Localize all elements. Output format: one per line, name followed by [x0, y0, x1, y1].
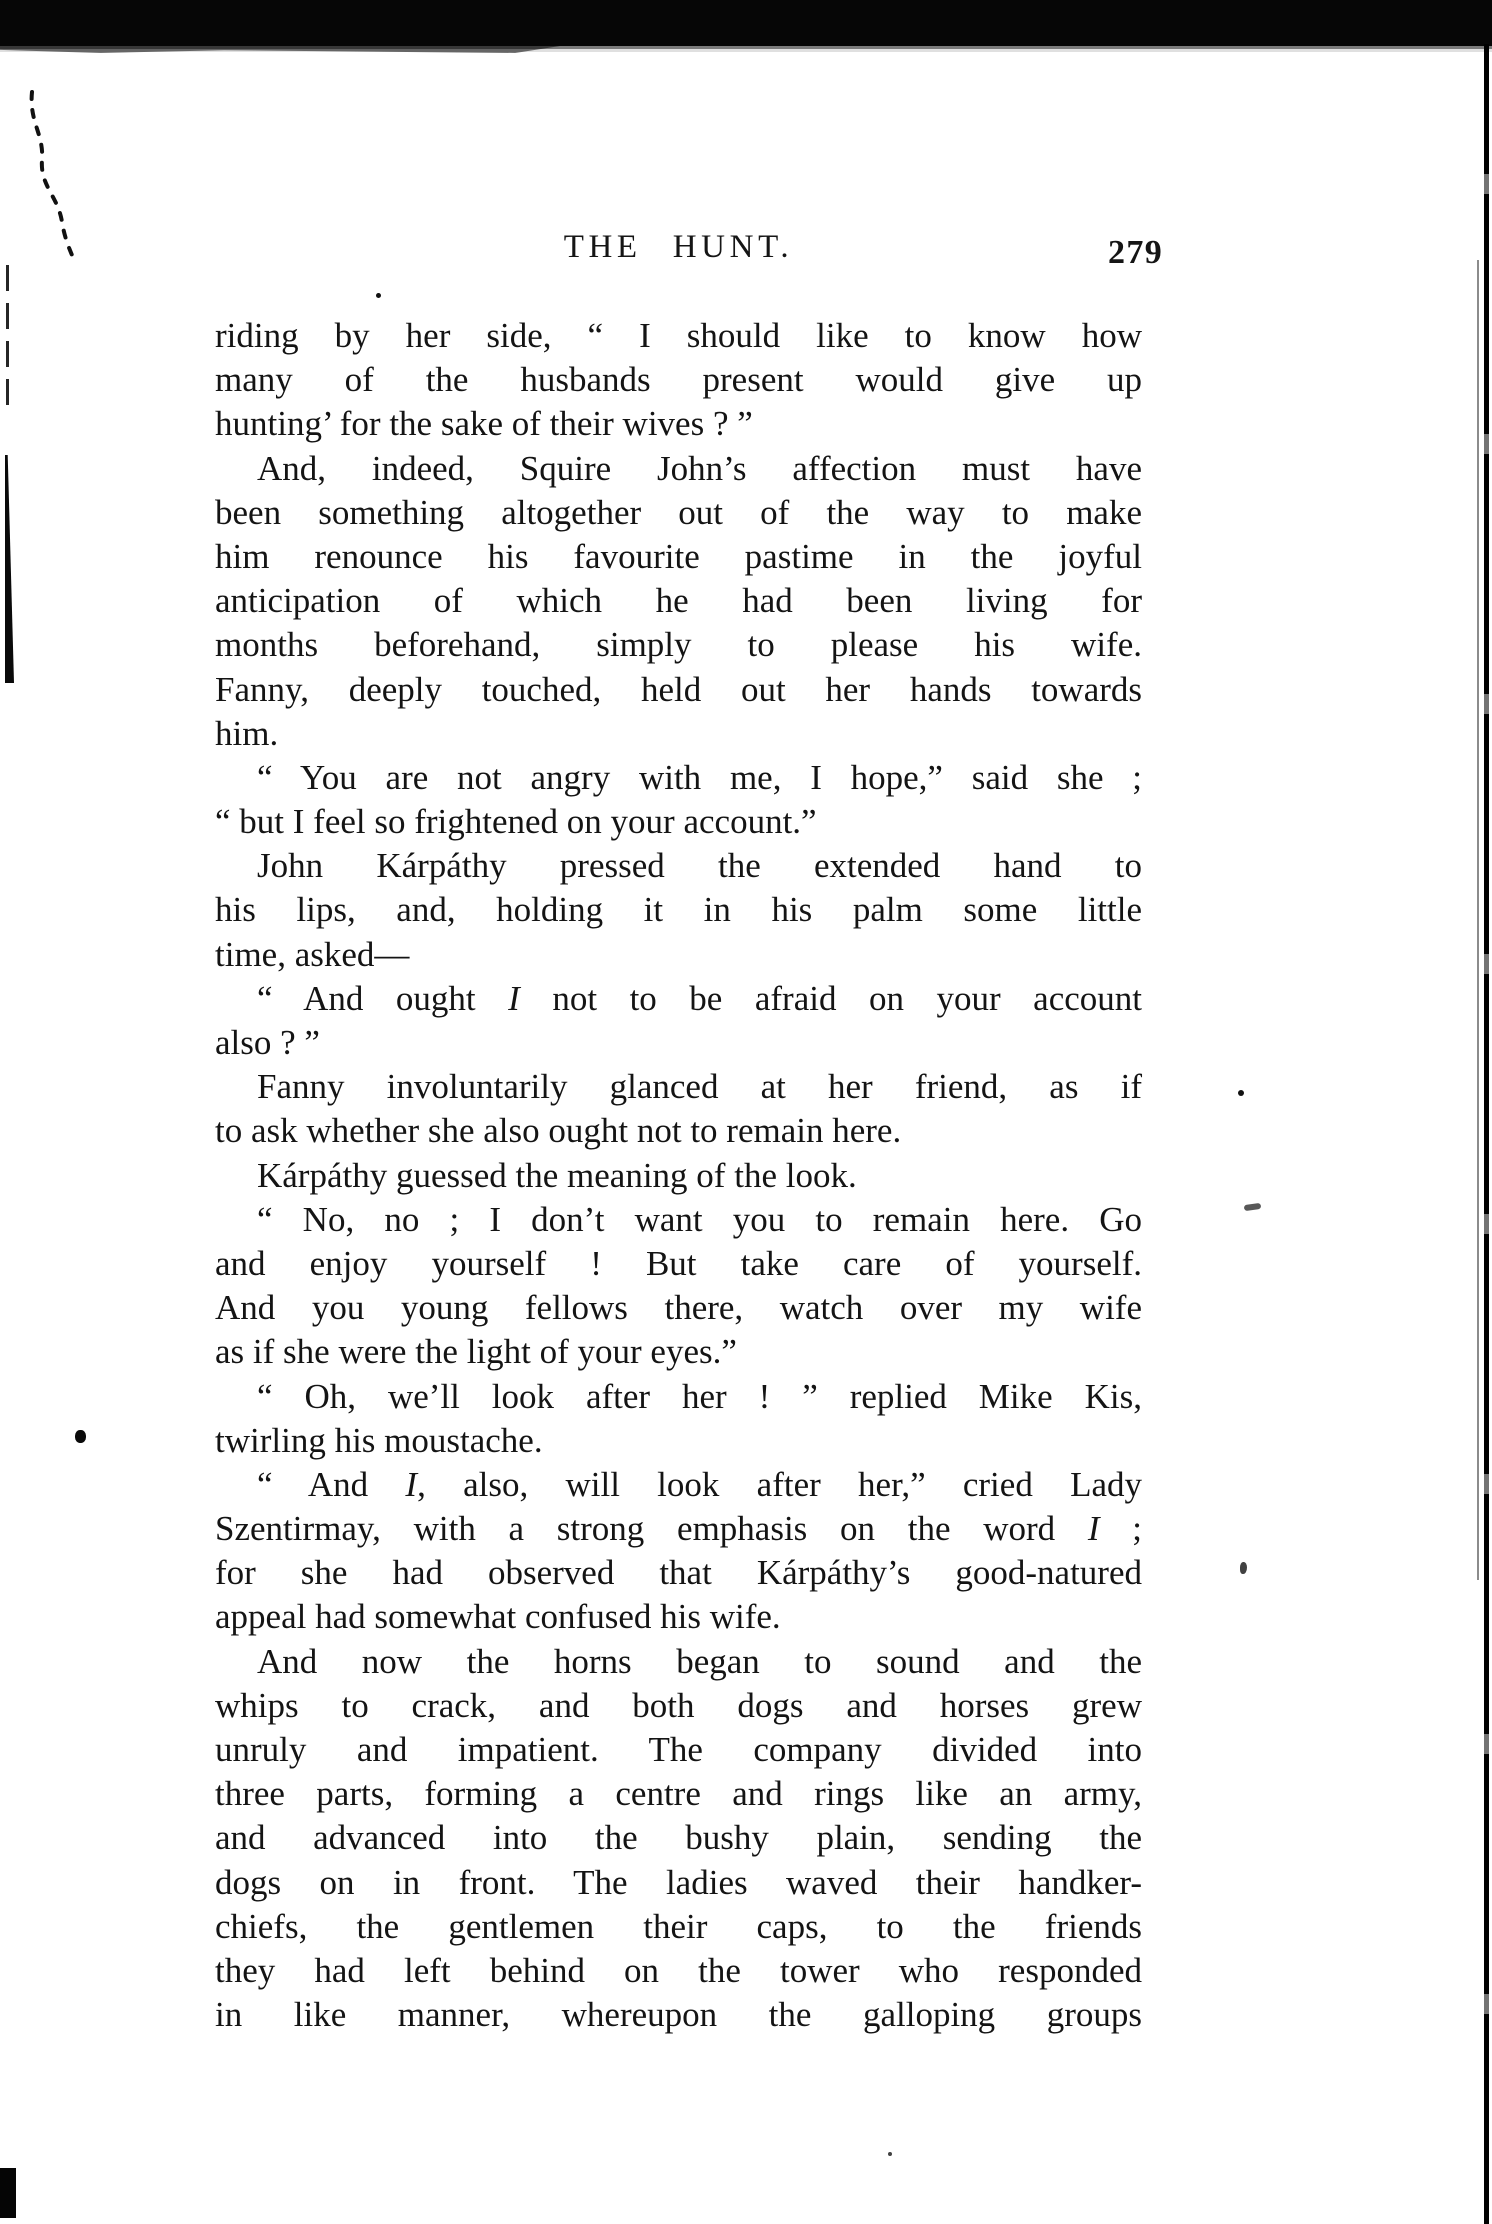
scan-left-edge-mark — [6, 265, 9, 410]
text-line: Szentirmay, with a strong emphasis on the word I ; — [215, 1509, 1142, 1549]
text-line: many of the husbands present would give up — [215, 360, 1142, 400]
scan-top-bar-ragged-edge — [0, 46, 560, 53]
text-line: been something altogether out of the way to make — [215, 492, 1142, 532]
running-title: THE HUNT. — [563, 229, 794, 265]
text-line: anticipation of which he had been living for — [215, 581, 1142, 621]
text-line: twirling his moustache. — [215, 1420, 543, 1460]
text-line: three parts, forming a centre and rings like an army, — [215, 1774, 1142, 1814]
text-line: him. — [215, 713, 279, 753]
text-line: “ And ought I not to be afraid on your account — [257, 978, 1142, 1018]
scan-speck — [1244, 1203, 1262, 1211]
text-line: dogs on in front. The ladies waved their handker- — [215, 1862, 1142, 1902]
text-line: and advanced into the bushy plain, sending the — [215, 1818, 1142, 1858]
text-line: to ask whether she also ought not to remain here. — [215, 1111, 902, 1151]
text-line: his lips, and, holding it in his palm some little — [215, 890, 1142, 930]
text-line: as if she were the light of your eyes.” — [215, 1332, 737, 1372]
text-line: And now the horns began to sound and the — [257, 1641, 1142, 1681]
text-line: unruly and impatient. The company divided into — [215, 1730, 1142, 1769]
text-line: riding by her side, “ I should like to know how — [215, 316, 1142, 355]
text-line: appeal had somewhat confused his wife. — [215, 1597, 781, 1637]
text-line: whips to crack, and both dogs and horses grew — [215, 1685, 1142, 1725]
text-line: John Kárpáthy pressed the extended hand to — [257, 846, 1142, 886]
text-line: hunting’ for the sake of their wives ? ” — [215, 404, 753, 444]
scan-pen-squiggle — [18, 88, 88, 263]
text-line: “ You are not angry with me, I hope,” said she ; — [257, 757, 1142, 797]
text-line: for she had observed that Kárpáthy’s good-natured — [215, 1553, 1142, 1593]
scan-top-black-bar — [0, 0, 1492, 46]
text-line: “ Oh, we’ll look after her ! ” replied Mike Kis, — [257, 1376, 1142, 1416]
text-line: “ but I feel so frightened on your account.” — [215, 802, 817, 842]
text-line: And, indeed, Squire John’s affection must have — [257, 448, 1142, 488]
text-line: months beforehand, simply to please his wife. — [215, 625, 1142, 665]
text-line: chiefs, the gentlemen their caps, to the friends — [215, 1906, 1142, 1946]
text-line: and enjoy yourself ! But take care of yourself. — [215, 1243, 1142, 1283]
page-edge-binding-line-faint — [1477, 260, 1479, 1580]
text-line: they had left behind on the tower who responded — [215, 1950, 1142, 1990]
page-edge-binding-line — [1484, 44, 1489, 2224]
text-line: in like manner, whereupon the galloping groups — [215, 1995, 1142, 2035]
scan-speck — [1238, 1090, 1244, 1096]
text-line: time, asked— — [215, 934, 410, 974]
scan-speck — [376, 293, 381, 298]
scan-margin-dot — [75, 1430, 86, 1443]
scan-bottom-left-blotch — [0, 2168, 16, 2218]
text-line: him renounce his favourite pastime in the joyful — [215, 536, 1142, 576]
page-body — [215, 314, 1142, 2037]
scan-left-edge-mark — [5, 455, 14, 683]
text-line: “ And I, also, will look after her,” cried Lady — [257, 1464, 1142, 1504]
text-line: also ? ” — [215, 1023, 320, 1062]
text-line: Kárpáthy guessed the meaning of the look. — [257, 1155, 857, 1195]
scan-speck — [888, 2152, 892, 2156]
text-line: “ No, no ; I don’t want you to remain here. Go — [257, 1199, 1142, 1239]
text-line: And you young fellows there, watch over my wife — [215, 1288, 1142, 1328]
scan-speck — [1240, 1562, 1247, 1574]
text-line: Fanny involuntarily glanced at her friend, as if — [257, 1067, 1142, 1107]
text-line: Fanny, deeply touched, held out her hands towards — [215, 669, 1142, 709]
page-number: 279 — [1108, 234, 1164, 271]
